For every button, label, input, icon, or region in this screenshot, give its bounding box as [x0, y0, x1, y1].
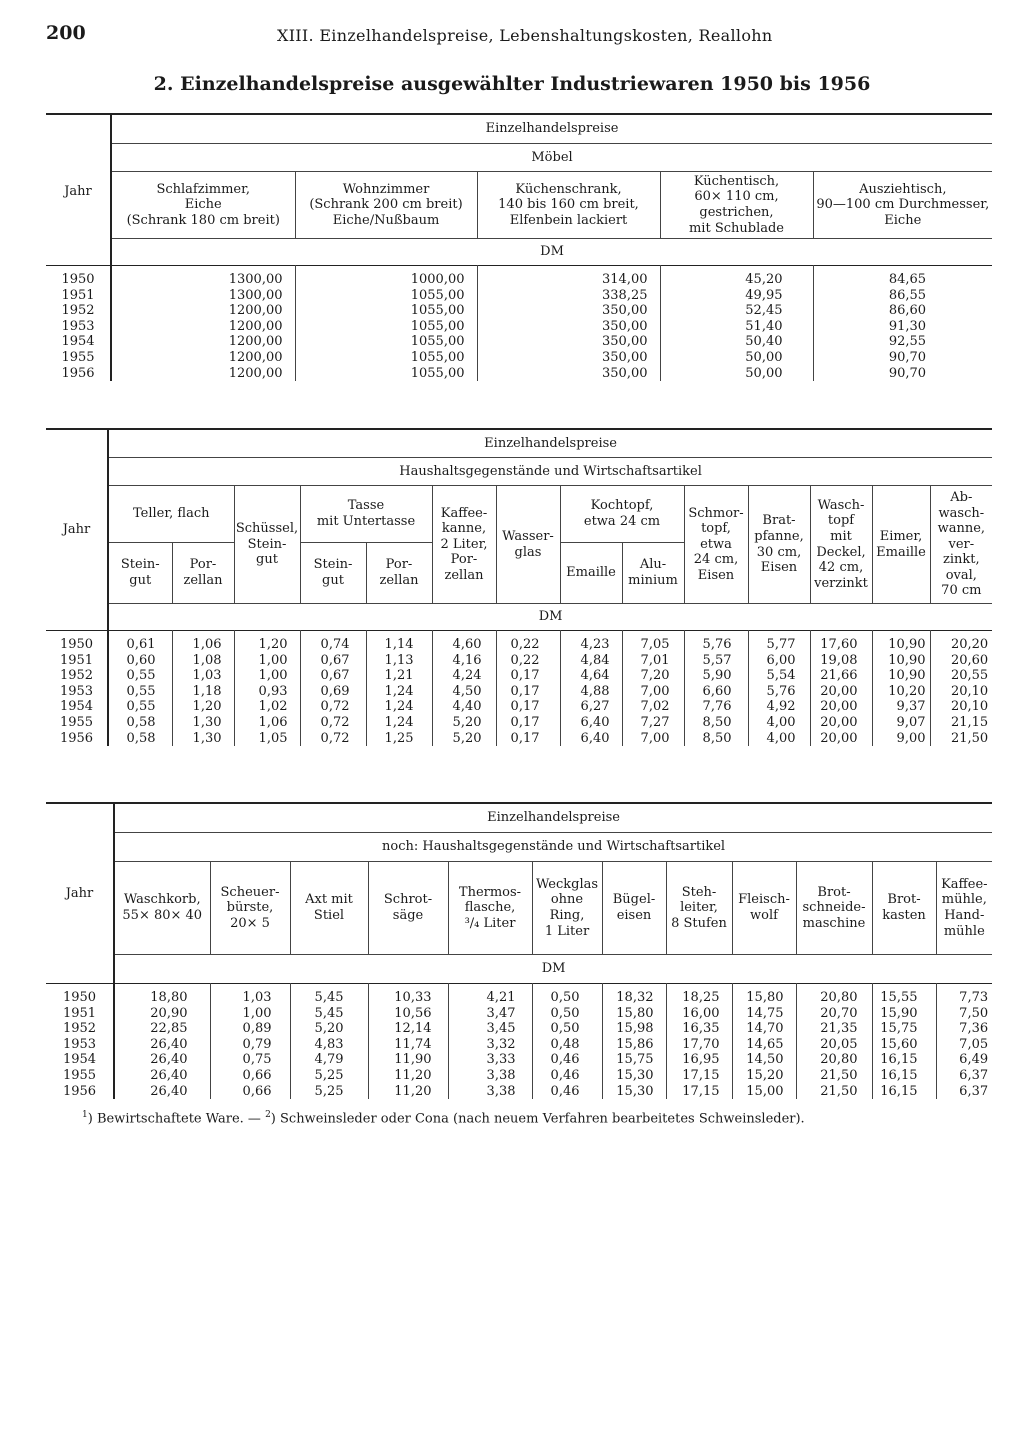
col-header: Emaille [560, 543, 622, 604]
col-header: Scheuer- bürste, 20× 5 [210, 862, 290, 955]
values-column: 0,22 0,22 0,17 0,17 0,17 0,17 0,17 [496, 631, 560, 747]
values-column: 314,00 338,25 350,00 350,00 350,00 350,00 350,00 [477, 266, 660, 382]
unit-label: DM [114, 955, 992, 984]
values-column: 5,77 6,00 5,54 5,76 4,92 4,00 4,00 [748, 631, 810, 747]
col-header: Kaffee- kanne, 2 Liter, Por- zellan [432, 486, 496, 604]
col-header: Eimer, Emaille [872, 486, 930, 604]
values-column: 20,20 20,60 20,55 20,10 20,10 21,15 21,50 [930, 631, 992, 747]
col-header: Thermos- flasche, ³/₄ Liter [448, 862, 532, 955]
col-header: Schmor- topf, etwa 24 cm, Eisen [684, 486, 748, 604]
col-header: Brot- schneide- maschine [796, 862, 872, 955]
years-column: 1950 1951 1952 1953 1954 1955 1956 [59, 637, 94, 746]
values-column: 20,80 20,70 21,35 20,05 20,80 21,50 21,50 [796, 984, 872, 1100]
values-column: 10,90 10,90 10,90 10,20 9,37 9,07 9,00 [872, 631, 930, 747]
values-column: 5,76 5,57 5,90 6,60 7,76 8,50 8,50 [684, 631, 748, 747]
footnote-text: ) Bewirtschaftete Ware. — [87, 1111, 266, 1127]
page-number: 200 [46, 22, 86, 44]
values-column: 0,61 0,60 0,55 0,55 0,55 0,58 0,58 [108, 631, 172, 747]
values-column: 45,20 49,95 52,45 51,40 50,40 50,00 50,00 [660, 266, 813, 382]
col-header: Axt mit Stiel [290, 862, 368, 955]
year-header: Jahr [46, 803, 114, 984]
group-header: Einzelhandelspreise [108, 429, 992, 458]
col-header: Stein- gut [300, 543, 366, 604]
values-column: 7,05 7,01 7,20 7,00 7,02 7,27 7,00 [622, 631, 684, 747]
col-header: Waschkorb, 55× 80× 40 [114, 862, 210, 955]
years-column: 1950 1951 1952 1953 1954 1955 1956 [61, 272, 95, 381]
values-column: 1000,00 1055,00 1055,00 1055,00 1055,00 1055,00 1055,00 [295, 266, 477, 382]
col-header: Ausziehtisch, 90—100 cm Durchmesser, Eiche [813, 172, 992, 239]
subgroup-header: noch: Haushaltsgegenstände und Wirtschaftsartikel [114, 833, 992, 862]
col-header: Bügel- eisen [602, 862, 666, 955]
col-header: Wasser- glas [496, 486, 560, 604]
col-header: Brat- pfanne, 30 cm, Eisen [748, 486, 810, 604]
col-header: Alu- minium [622, 543, 684, 604]
group-header: Einzelhandelspreise [111, 114, 992, 144]
values-column: 1300,00 1300,00 1200,00 1200,00 1200,00 1200,00 1200,00 [111, 266, 295, 382]
footnote-marker: 1 [82, 1110, 88, 1120]
col-header: Kaffee- mühle, Hand- mühle [936, 862, 992, 955]
footnote-text: ) Schweinsleder oder Cona (nach neuem Verfahren bearbeitetes Schweinsleder). [270, 1111, 805, 1127]
year-header: Jahr [46, 114, 111, 266]
values-column: 84,65 86,55 86,60 91,30 92,55 90,70 90,70 [813, 266, 992, 382]
values-column: 17,60 19,08 21,66 20,00 20,00 20,00 20,00 [810, 631, 872, 747]
col-header: Weckglas ohne Ring, 1 Liter [532, 862, 602, 955]
group-kochtopf: Kochtopf, etwa 24 cm [560, 486, 684, 543]
table-haushalt [46, 428, 992, 746]
col-header: Por- zellan [366, 543, 432, 604]
col-header: Por- zellan [172, 543, 234, 604]
col-header: Ab- wasch- wanne, ver- zinkt, oval, 70 cm [930, 486, 992, 604]
values-column: 0,74 0,67 0,67 0,69 0,72 0,72 0,72 [300, 631, 366, 747]
subgroup-header: Haushaltsgegenstände und Wirtschaftsartikel [108, 458, 992, 486]
col-header: Schlafzimmer, Eiche (Schrank 180 cm breit) [111, 172, 295, 239]
col-header: Küchenschrank, 140 bis 160 cm breit, Elfenbein lackiert [477, 172, 660, 239]
values-column: 10,33 10,56 12,14 11,74 11,90 11,20 11,20 [368, 984, 448, 1100]
unit-label: DM [111, 239, 992, 266]
values-column: 7,73 7,50 7,36 7,05 6,49 6,37 6,37 [936, 984, 992, 1100]
values-column: 15,80 14,75 14,70 14,65 14,50 15,20 15,00 [732, 984, 796, 1100]
footnote-marker: 2 [265, 1110, 271, 1120]
subgroup-header: Möbel [111, 144, 992, 172]
col-header: Schüssel, Stein- gut [234, 486, 300, 604]
values-column: 4,23 4,84 4,64 4,88 6,27 6,40 6,40 [560, 631, 622, 747]
values-column: 18,80 20,90 22,85 26,40 26,40 26,40 26,40 [114, 984, 210, 1100]
values-column: 0,50 0,50 0,50 0,48 0,46 0,46 0,46 [532, 984, 602, 1100]
table-moebel [46, 113, 992, 381]
values-column: 5,45 5,45 5,20 4,83 4,79 5,25 5,25 [290, 984, 368, 1100]
values-column: 1,14 1,13 1,21 1,24 1,24 1,24 1,25 [366, 631, 432, 747]
values-column: 1,03 1,00 0,89 0,79 0,75 0,66 0,66 [210, 984, 290, 1100]
values-column: 1,20 1,00 1,00 0,93 1,02 1,06 1,05 [234, 631, 300, 747]
col-header: Steh- leiter, 8 Stufen [666, 862, 732, 955]
col-header: Wohnzimmer (Schrank 200 cm breit) Eiche/Nußbaum [295, 172, 477, 239]
values-column: 18,25 16,00 16,35 17,70 16,95 17,15 17,15 [666, 984, 732, 1100]
col-header: Schrot- säge [368, 862, 448, 955]
running-head: XIII. Einzelhandelspreise, Lebenshaltungskosten, Reallohn [277, 26, 773, 45]
values-column: 4,60 4,16 4,24 4,50 4,40 5,20 5,20 [432, 631, 496, 747]
values-column: 4,21 3,47 3,45 3,32 3,33 3,38 3,38 [448, 984, 532, 1100]
table-title: 2. Einzelhandelspreise ausgewählter Industriewaren 1950 bis 1956 [153, 73, 871, 95]
unit-label: DM [108, 604, 992, 631]
col-header: Küchentisch, 60× 110 cm, gestrichen, mit Schublade [660, 172, 813, 239]
col-header: Stein- gut [108, 543, 172, 604]
group-header: Einzelhandelspreise [114, 803, 992, 833]
values-column: 1,06 1,08 1,03 1,18 1,20 1,30 1,30 [172, 631, 234, 747]
table-haushalt-noch [46, 802, 992, 1099]
year-header: Jahr [46, 429, 108, 631]
values-column: 15,55 15,90 15,75 15,60 16,15 16,15 16,15 [872, 984, 936, 1100]
group-tasse: Tasse mit Untertasse [300, 486, 432, 543]
col-header: Wasch- topf mit Deckel, 42 cm, verzinkt [810, 486, 872, 604]
values-column: 18,32 15,80 15,98 15,86 15,75 15,30 15,30 [602, 984, 666, 1100]
footnote [82, 1110, 805, 1126]
col-header: Brot- kasten [872, 862, 936, 955]
group-teller: Teller, flach [108, 486, 234, 543]
years-column: 1950 1951 1952 1953 1954 1955 1956 [62, 990, 97, 1099]
col-header: Fleisch- wolf [732, 862, 796, 955]
